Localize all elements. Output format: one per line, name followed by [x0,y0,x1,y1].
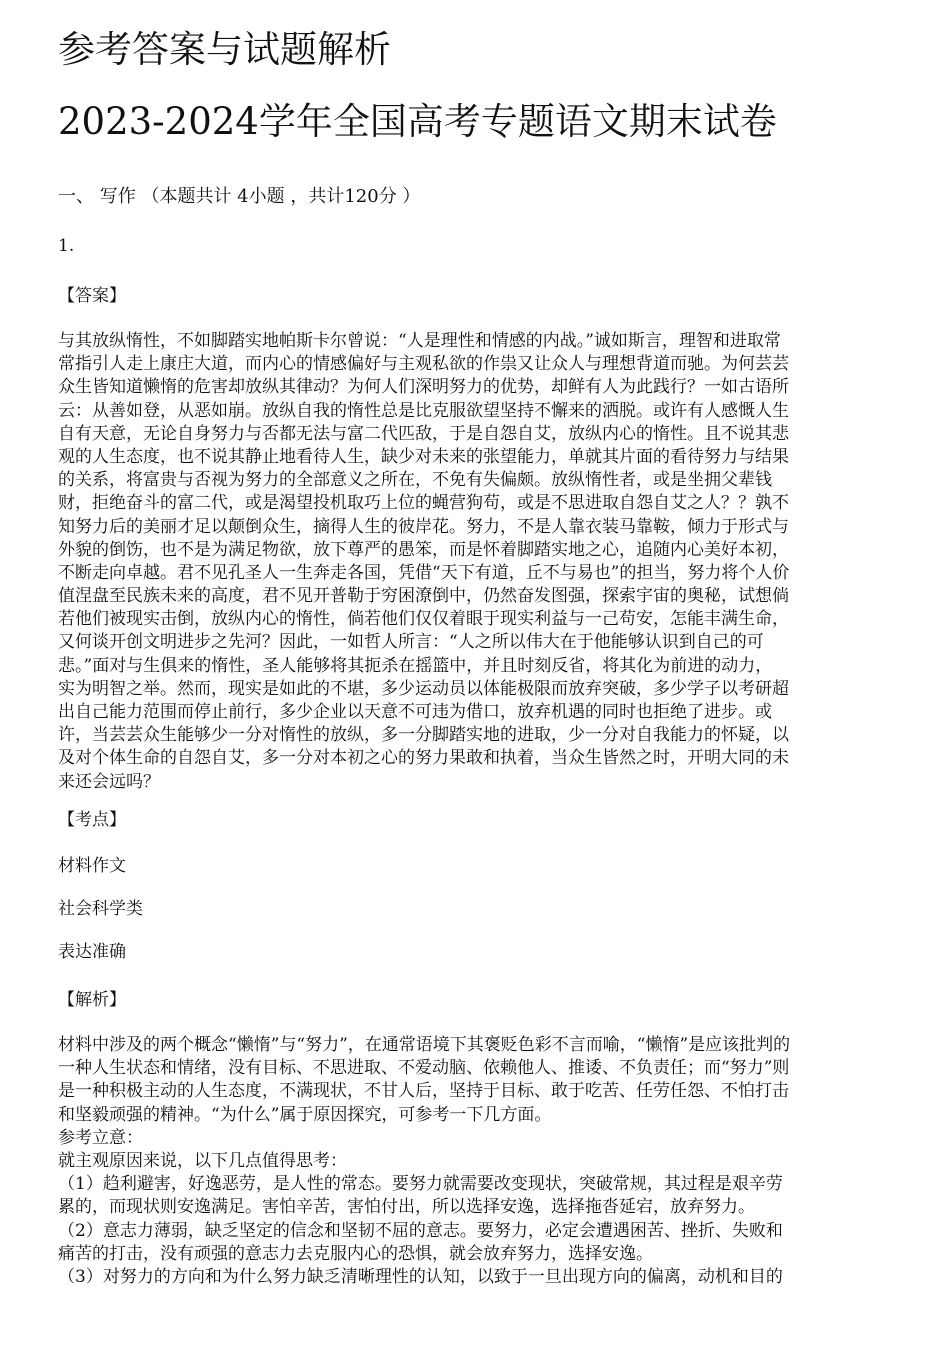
answer-line: 财，拒绝奋斗的富二代，或是渴望投机取巧上位的蝇营狗苟，或是不思进取自怨自艾之人？？孰不 [58,493,789,514]
answer-line: 自有天意，无论自身努力与否都无法与富二代匹敌，于是自怨自艾，放纵内心的惰性。且不说其悲 [58,423,789,444]
kaodian-item: 材料作文 [58,856,126,876]
kaodian-label: 【考点】 [58,810,126,830]
answer-line: 与其放纵惰性，不如脚踏实地帕斯卡尔曾说：“人是理性和情感的内战。”诚如斯言，理智和进取常 [58,331,781,351]
answer-line: 若他们被现实击倒，放纵内心的惰性，倘若他们仅仅着眼于现实利益与一己苟安，怎能丰满生命， [58,609,789,630]
answer-line: 来还会远吗？ [58,771,160,792]
answer-line: 出自己能力范围而停止前行，多少企业以天意不可违为借口，放弃机遇的同时也拒绝了进步。或 [58,702,772,722]
answer-line: 不断走向卓越。君不见孔圣人一生奔走各国，凭借“天下有道，丘不与易也”的担当，努力将个人价 [58,562,790,583]
jiexi-line: 累的，而现状则安逸满足。害怕辛苦，害怕付出，所以选择安逸，选择拖沓延宕，放弃努力。 [58,1197,755,1218]
kaodian-item: 社会科学类 [58,899,143,919]
jiexi-line: 一种人生状态和情绪，没有目标、不思进取、不爱动脑、依赖他人、推诿、不负责任；而“努力”则 [58,1058,790,1079]
kaodian-item: 表达准确 [58,942,126,962]
answer-line: 值涅盘至民族未来的高度，君不见开普勒于穷困潦倒中，仍然奋发图强，探索宇宙的奥秘，试想倘 [58,586,789,607]
answer-line: 常指引人走上康庄大道，而内心的情感偏好与主观私欲的作祟又让众人与理想背道而驰。为何芸芸 [58,354,789,375]
answer-line: 云：从善如登，从恶如崩。放纵自我的惰性总是比克服欲望坚持不懈来的洒脱。或许有人感慨人生 [58,400,789,421]
jiexi-text [58,1034,898,1289]
answer-line: 观的人生态度，也不说其静止地看待人生，缺少对未来的张望能力，单就其片面的看待努力与结果 [58,446,789,467]
answer-line: 又何谈开创文明进步之先河？因此，一如哲人所言：“人之所以伟大在于他能够认识到自己的可 [58,632,764,653]
exam-title: 2023-2024学年全国高考专题语文期末试卷 [58,100,777,143]
jiexi-line: 和坚毅顽强的精神。“为什么”属于原因探究，可参考一下几方面。 [58,1104,552,1125]
question-number: 1. [58,236,75,256]
jiexi-line: 是一种积极主动的人生态度，不满现状，不甘人后，坚持于目标、敢于吃苦、任劳任怨、不怕打击 [58,1081,789,1102]
jiexi-line: （1）趋利避害，好逸恶劳，是人性的常态。要努力就需要改变现状，突破常规，其过程是艰辛劳 [58,1174,783,1195]
jiexi-label: 【解析】 [58,990,126,1010]
jiexi-line: 材料中涉及的两个概念“懒惰”与“努力”，在通常语境下其褒贬色彩不言而喻，“懒惰”是应该批判的 [58,1035,791,1055]
jiexi-line: （3）对努力的方向和为什么努力缺乏清晰理性的认知，以致于一旦出现方向的偏离，动机和目的 [58,1266,783,1287]
section-title: 一、 写作 （本题共计 4小题 ，共计120分 ） [58,186,421,207]
answer-line: 实为明智之举。然而，现实是如此的不堪，多少运动员以体能极限而放弃突破，多少学子以考研超 [58,678,789,699]
jiexi-line: 参考立意： [58,1127,143,1148]
jiexi-line: 痛苦的打击，没有顽强的意志力去克服内心的恐惧，就会放弃努力，选择安逸。 [58,1243,653,1264]
answer-label: 【答案】 [58,286,126,306]
answer-line: 悲。”面对与生俱来的惰性，圣人能够将其扼杀在摇篮中，并且时刻反省，将其化为前进的动力， [58,655,773,676]
answer-line: 知努力后的美丽才足以颠倒众生，摘得人生的彼岸花。努力，不是人靠衣装马靠鞍，倾力于形式与 [58,516,789,537]
answer-line: 许，当芸芸众生能够少一分对惰性的放纵，多一分脚踏实地的进取，少一分对自我能力的怀疑，以 [58,725,789,746]
answer-line: 外貌的倒饬，也不是为满足物欲，放下尊严的愚笨，而是怀着脚踏实地之心，追随内心美好本初， [58,539,789,560]
answer-text [58,330,898,794]
answers-heading: 参考答案与试题解析 [58,28,391,71]
answer-line: 众生皆知道懒惰的危害却放纵其律动？为何人们深明努力的优势，却鲜有人为此践行？一如古语所 [58,377,789,398]
answer-line: 的关系，将富贵与否视为努力的全部意义之所在，不免有失偏颇。放纵惰性者，或是坐拥父辈钱 [58,470,772,491]
answer-line: 及对个体生命的自怨自艾，多一分对本初之心的努力果敢和执着，当众生皆然之时，开明大同的未 [58,748,789,769]
jiexi-line: （2）意志力薄弱，缺乏坚定的信念和坚韧不屈的意志。要努力，必定会遭遇困苦、挫折、失败和 [58,1220,783,1241]
jiexi-line: 就主观原因来说，以下几点值得思考： [58,1150,347,1171]
